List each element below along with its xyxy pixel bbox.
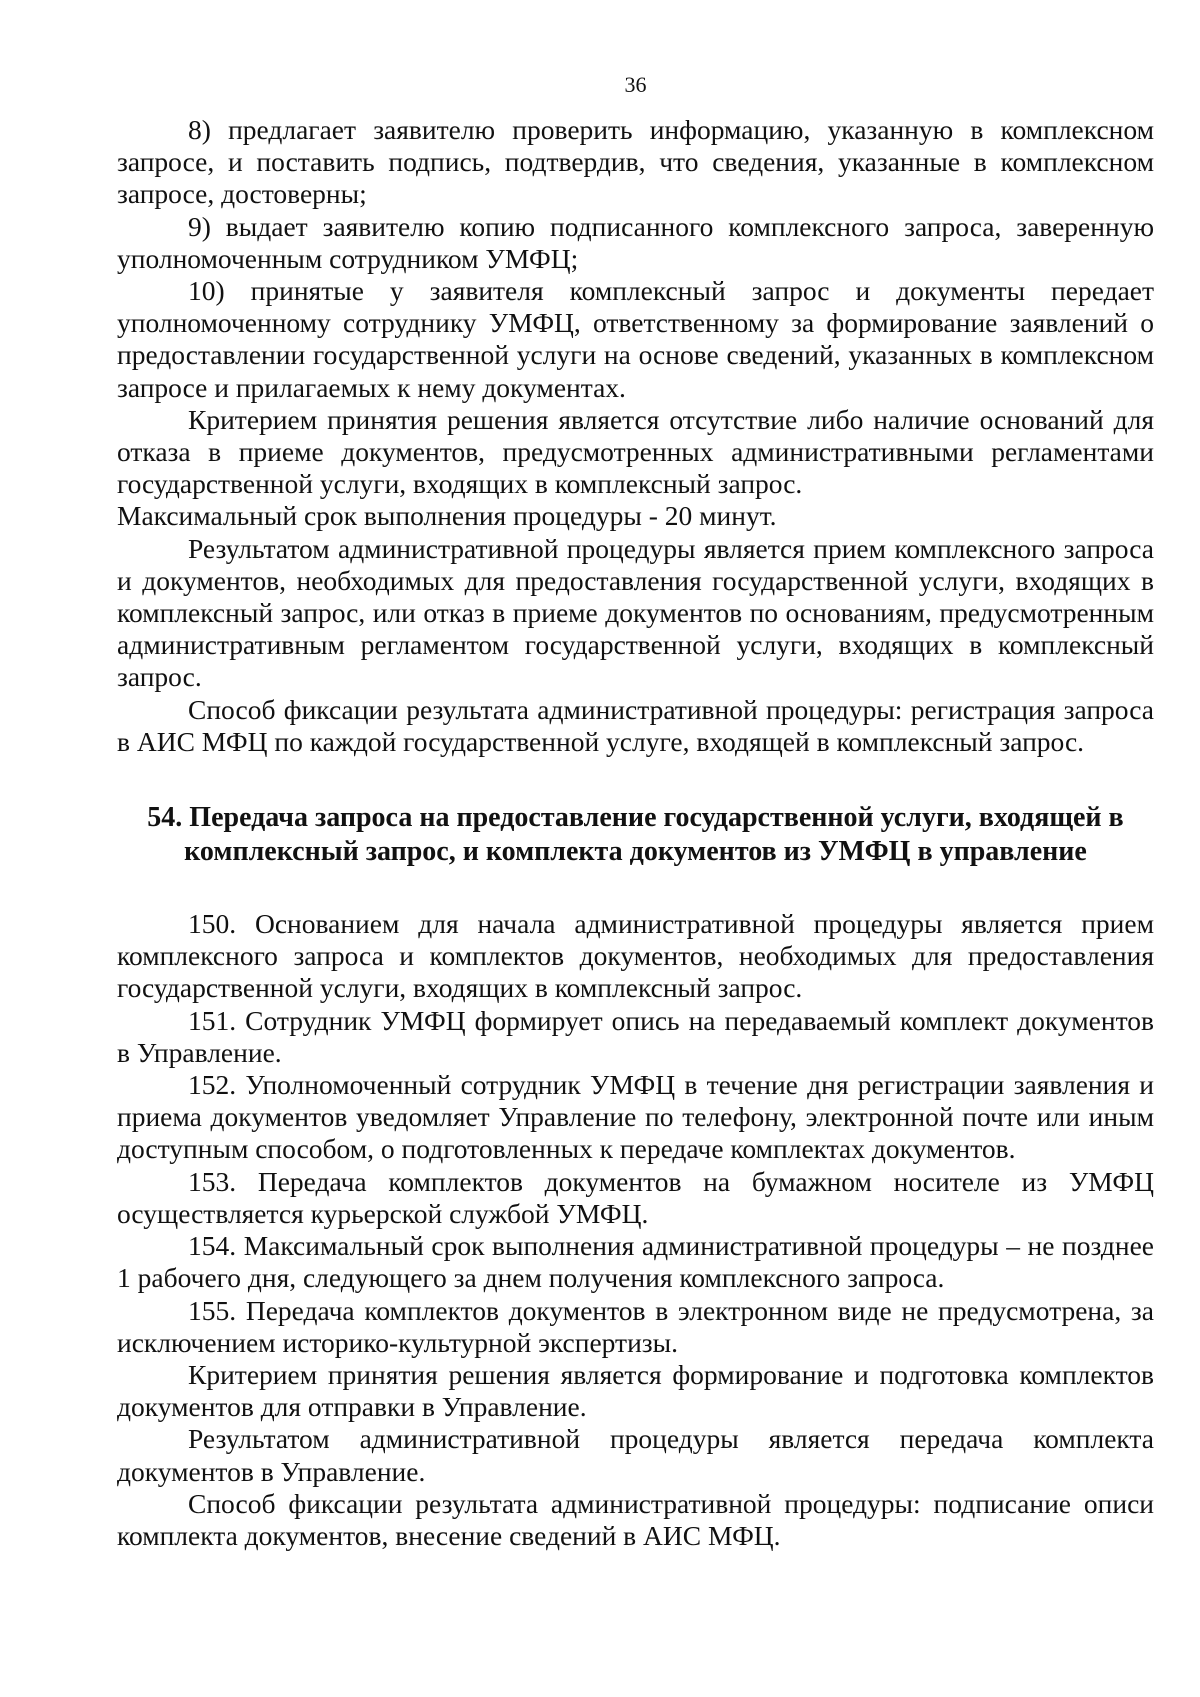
paragraph: Способ фиксации результата административной процедуры: подписание описи комплекта документов, внесение сведений в АИС МФЦ. bbox=[117, 1487, 1154, 1551]
page-number: 36 bbox=[624, 72, 647, 97]
paragraph: 152. Уполномоченный сотрудник УМФЦ в течение дня регистрации заявления и приема документов уведомляет Управление по телефону, электронной почте или иным доступным способом, о подготовленных к передаче комплектах документов. bbox=[117, 1069, 1154, 1165]
paragraph: 150. Основанием для начала административной процедуры является прием комплексного запроса и комплектов документов, необходимых для предоставления государственной услуги, входящих в комплексный запрос. bbox=[117, 908, 1154, 1004]
paragraph: 9) выдает заявителю копию подписанного комплексного запроса, заверенную уполномоченным сотрудником УМФЦ; bbox=[117, 210, 1154, 274]
paragraph: Результатом административной процедуры является прием комплексного запроса и документов, необходимых для предоставления государственной услуги, входящих в комплексный запрос, или отказ в приеме документов по основаниям, предусмотренным административным регламентом государственной услуги, входящих в комплексный запрос. bbox=[117, 532, 1154, 693]
document-page bbox=[117, 72, 1154, 1552]
paragraph: 10) принятые у заявителя комплексный запрос и документы передает уполномоченному сотруднику УМФЦ, ответственному за формирование заявлений о предоставлении государственной услуги на основе сведений, указанных в комплексном запросе и прилагаемых к нему документах. bbox=[117, 275, 1154, 403]
paragraph: 155. Передача комплектов документов в электронном виде не предусмотрена, за исключением историко-культурной экспертизы. bbox=[117, 1294, 1154, 1358]
paragraph: Способ фиксации результата административной процедуры: регистрация запроса в АИС МФЦ по каждой государственной услуге, входящей в комплексный запрос. bbox=[117, 693, 1154, 757]
paragraph: 154. Максимальный срок выполнения административной процедуры – не позднее 1 рабочего дня, следующего за днем получения комплексного запроса. bbox=[117, 1230, 1154, 1294]
paragraph: Максимальный срок выполнения процедуры - 20 минут. bbox=[117, 500, 777, 532]
section-heading: 54. Передача запроса на предоставление государственной услуги, входящей в комплексный запрос, и комплекта документов из УМФЦ в управление bbox=[147, 802, 1124, 868]
body-text-before bbox=[117, 114, 1154, 758]
paragraph: 8) предлагает заявителю проверить информацию, указанную в комплексном запросе, и поставить подпись, подтвердив, что сведения, указанные в комплексном запросе, достоверны; bbox=[117, 114, 1154, 210]
paragraph: Критерием принятия решения является формирование и подготовка комплектов документов для отправки в Управление. bbox=[117, 1358, 1154, 1423]
paragraph: Результатом административной процедуры является передача комплекта документов в Управление. bbox=[117, 1423, 1154, 1487]
paragraph: 151. Сотрудник УМФЦ формирует опись на передаваемый комплект документов в Управление. bbox=[117, 1004, 1154, 1068]
paragraph: 153. Передача комплектов документов на бумажном носителе из УМФЦ осуществляется курьерской службой УМФЦ. bbox=[117, 1165, 1154, 1229]
paragraph: Критерием принятия решения является отсутствие либо наличие оснований для отказа в приеме документов, предусмотренных административными регламентами государственной услуги, входящих в комплексный запрос. bbox=[117, 403, 1154, 500]
body-text-after bbox=[117, 908, 1154, 1552]
